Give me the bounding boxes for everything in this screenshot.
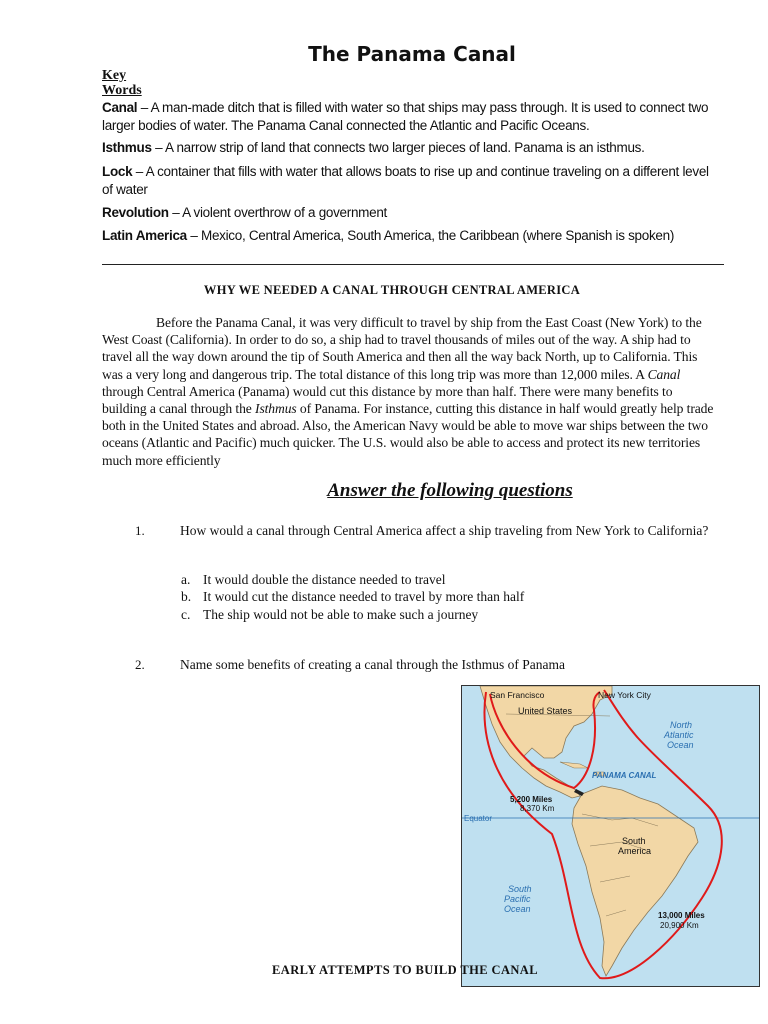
- map-label-north-atlantic-2: Atlantic: [664, 730, 694, 740]
- definition-isthmus: [102, 139, 712, 157]
- map-label-south-pacific-2: Pacific: [504, 894, 531, 904]
- map-label-south-pacific-1: South: [508, 884, 532, 894]
- map-label-panama-canal: PANAMA CANAL: [592, 771, 657, 780]
- option-text: The ship would not be able to make such a journey: [203, 607, 479, 622]
- map-label-south-pacific-3: Ocean: [504, 904, 531, 914]
- route-map: [461, 685, 760, 987]
- paragraph-part-2: through Central America (Panama) would cut this distance by more than half. There were many benefits to building a canal through the: [102, 383, 673, 417]
- definition-latin-america: [102, 227, 712, 245]
- map-label-north-atlantic-1: North: [670, 720, 693, 730]
- definition-term: Isthmus: [102, 140, 152, 155]
- map-label-south-america-1: South: [622, 836, 646, 846]
- definition-text: – A container that fills with water that allows boats to rise up and continue traveling on a different level of water: [102, 164, 709, 197]
- option-letter: b.: [181, 589, 192, 604]
- question-number: 1.: [135, 523, 145, 538]
- early-attempts-heading: EARLY ATTEMPTS TO BUILD THE CANAL: [272, 963, 538, 977]
- map-label-long-miles: 13,000 Miles: [658, 911, 705, 920]
- definition-lock: [102, 163, 712, 199]
- paragraph-part-1: Before the Panama Canal, it was very difficult to travel by ship from the East Coast (New York) to the West Coast (California). In order to do so, a ship had to travel thousands of miles out of the way. A ship had to travel all the way down around the tip of South America and then all the way back North, up to California. This was a very long and dangerous trip. The total distance of this long trip was more than 12,000 miles. A: [102, 315, 702, 382]
- answer-heading: Answer the following questions: [327, 480, 573, 501]
- section-heading: WHY WE NEEDED A CANAL THROUGH CENTRAL AMERICA: [203, 283, 581, 297]
- answer-option[interactable]: [181, 606, 478, 623]
- paragraph-isthmus-word: Isthmus: [255, 401, 297, 417]
- definition-text: – A violent overthrow of a government: [168, 205, 387, 220]
- definition-term: Canal: [102, 100, 138, 115]
- definition-term: Latin America: [102, 228, 187, 243]
- map-label-equator: Equator: [464, 814, 493, 823]
- paragraph-canal-word: Canal: [647, 366, 681, 382]
- definition-term: Revolution: [102, 205, 169, 220]
- map-label-north-atlantic-3: Ocean: [667, 740, 694, 750]
- map-label-short-miles: 5,200 Miles: [510, 795, 553, 804]
- definition-term: Lock: [102, 164, 133, 179]
- key-words-heading-line1: Key: [102, 68, 127, 83]
- map-label-san-francisco: San Francisco: [490, 690, 545, 700]
- question-number: 2.: [135, 657, 145, 672]
- option-text: It would double the distance needed to travel: [203, 572, 446, 587]
- body-paragraph: [102, 314, 720, 469]
- definition-text: – A narrow strip of land that connects two larger pieces of land. Panama is an isthmus.: [151, 140, 645, 155]
- map-label-united-states: United States: [518, 706, 573, 716]
- option-letter: a.: [181, 572, 191, 587]
- map-label-short-km: 8,370 Km: [520, 804, 555, 813]
- definition-text: – A man-made ditch that is filled with water so that ships may pass through. It is used to connect two larger bodies of water. The Panama Canal connected the Atlantic and Pacific Oceans.: [102, 100, 709, 133]
- option-text: It would cut the distance needed to travel by more than half: [203, 589, 525, 604]
- definition-revolution: [102, 204, 712, 222]
- option-letter: c.: [181, 607, 191, 622]
- map-label-long-km: 20,900 Km: [660, 921, 699, 930]
- page-title: The Panama Canal: [308, 42, 516, 66]
- key-words-heading-line2: Words: [102, 83, 142, 98]
- definition-text: – Mexico, Central America, South America, the Caribbean (where Spanish is spoken): [186, 228, 675, 243]
- map-label-south-america-2: America: [618, 846, 652, 856]
- answer-option[interactable]: [181, 571, 446, 588]
- definition-canal: [102, 99, 712, 135]
- divider: [102, 264, 724, 265]
- paragraph-part-3: of Panama. For instance, cutting this distance in half would greatly help trade both in the United States and abroad. Also, the American Navy would be able to move war ships between the two oceans (Atlantic and Pacific) much quicker. The U.S. would also be able to access and protect its new territories much more efficiently: [102, 401, 714, 468]
- map-label-new-york: New York City: [598, 690, 651, 700]
- map-graphic: [462, 686, 759, 986]
- question-text: Name some benefits of creating a canal through the Isthmus of Panama: [180, 657, 566, 672]
- answer-option[interactable]: [181, 588, 524, 605]
- question-text: How would a canal through Central America affect a ship traveling from New York to California?: [180, 523, 709, 538]
